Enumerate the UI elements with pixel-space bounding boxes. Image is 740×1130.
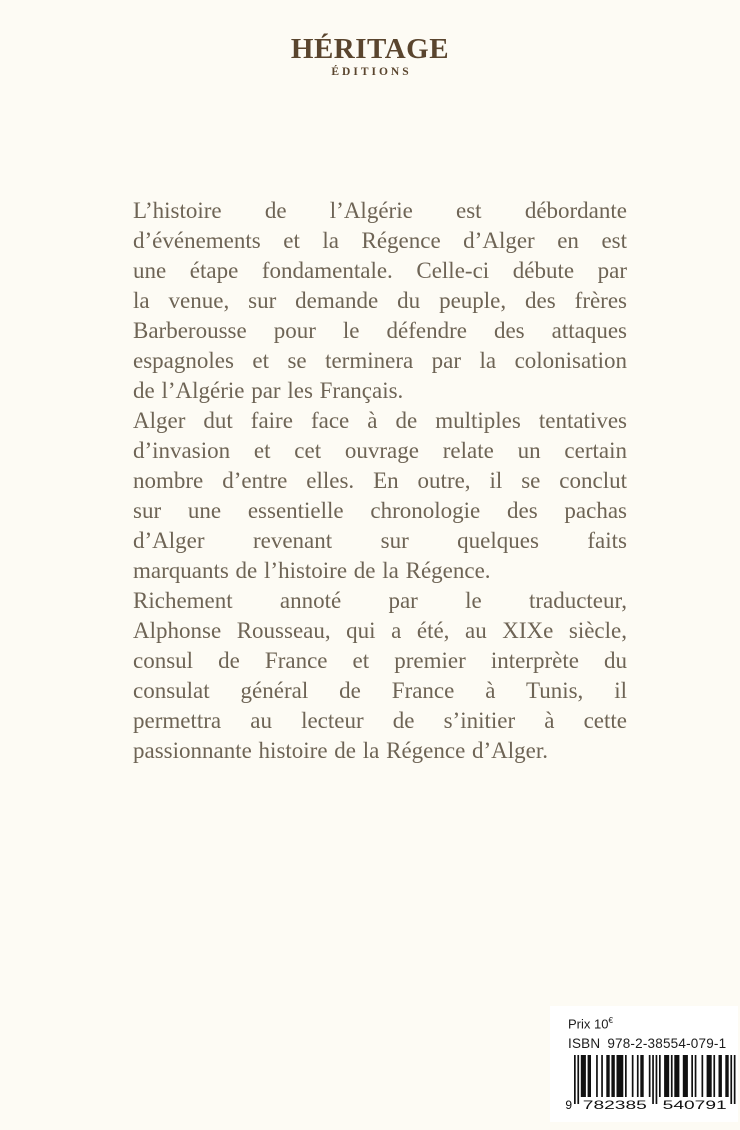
body-line: une étape fondamentale. Celle-ci débute par <box>133 258 627 283</box>
isbn-number: 978-2-38554-079-1 <box>607 1036 727 1051</box>
body-line: Alphonse Rousseau, qui a été, au XIXe siècle, <box>133 618 627 643</box>
body-line: permettra au lecteur de s’initier à cette <box>133 708 627 733</box>
body-line: Richement annoté par le traducteur, <box>133 588 627 613</box>
price-currency-symbol: € <box>608 1016 613 1025</box>
barcode-digits: 540791 <box>662 1098 728 1112</box>
body-line: nombre d’entre elles. En outre, il se conclut <box>133 468 627 493</box>
body-line: d’invasion et cet ouvrage relate un certain <box>133 438 627 463</box>
isbn-line <box>568 1036 726 1051</box>
publisher-subtitle: ÉDITIONS <box>331 66 412 78</box>
body-line: de l’Algérie par les Français. <box>133 378 404 403</box>
price-amount: Prix 10 <box>568 1016 609 1032</box>
back-cover-text <box>133 196 627 766</box>
body-line: Barberousse pour le défendre des attaques <box>133 318 627 343</box>
body-line: espagnoles et se terminera par la colonisation <box>133 348 627 373</box>
body-line: passionnante histoire de la Régence d’Alger. <box>133 738 549 763</box>
body-line: la venue, sur demande du peuple, des frères <box>133 288 627 313</box>
body-line: d’Alger revenant sur quelques faits <box>133 528 627 553</box>
body-line: d’événements et la Régence d’Alger en est <box>133 228 627 253</box>
publisher-logo <box>0 35 740 78</box>
barcode-digits: 9 <box>565 1098 572 1112</box>
body-line: L’histoire de l’Algérie est débordante <box>133 198 627 223</box>
body-line: Alger dut faire face à de multiples tentatives <box>133 408 627 433</box>
isbn-label: ISBN <box>568 1036 601 1051</box>
body-line: sur une essentielle chronologie des pachas <box>133 498 627 523</box>
price-label <box>568 1016 613 1031</box>
publisher-name: HÉRITAGE <box>290 33 450 65</box>
barcode-wrap <box>564 1055 736 1117</box>
barcode <box>564 1055 736 1112</box>
body-line: marquants de l’histoire de la Régence. <box>133 558 491 583</box>
barcode-digits: 782385 <box>582 1098 648 1112</box>
body-line: consulat général de France à Tunis, il <box>133 678 627 703</box>
price-isbn-box <box>550 1006 738 1122</box>
body-line: consul de France et premier interprète du <box>133 648 627 673</box>
